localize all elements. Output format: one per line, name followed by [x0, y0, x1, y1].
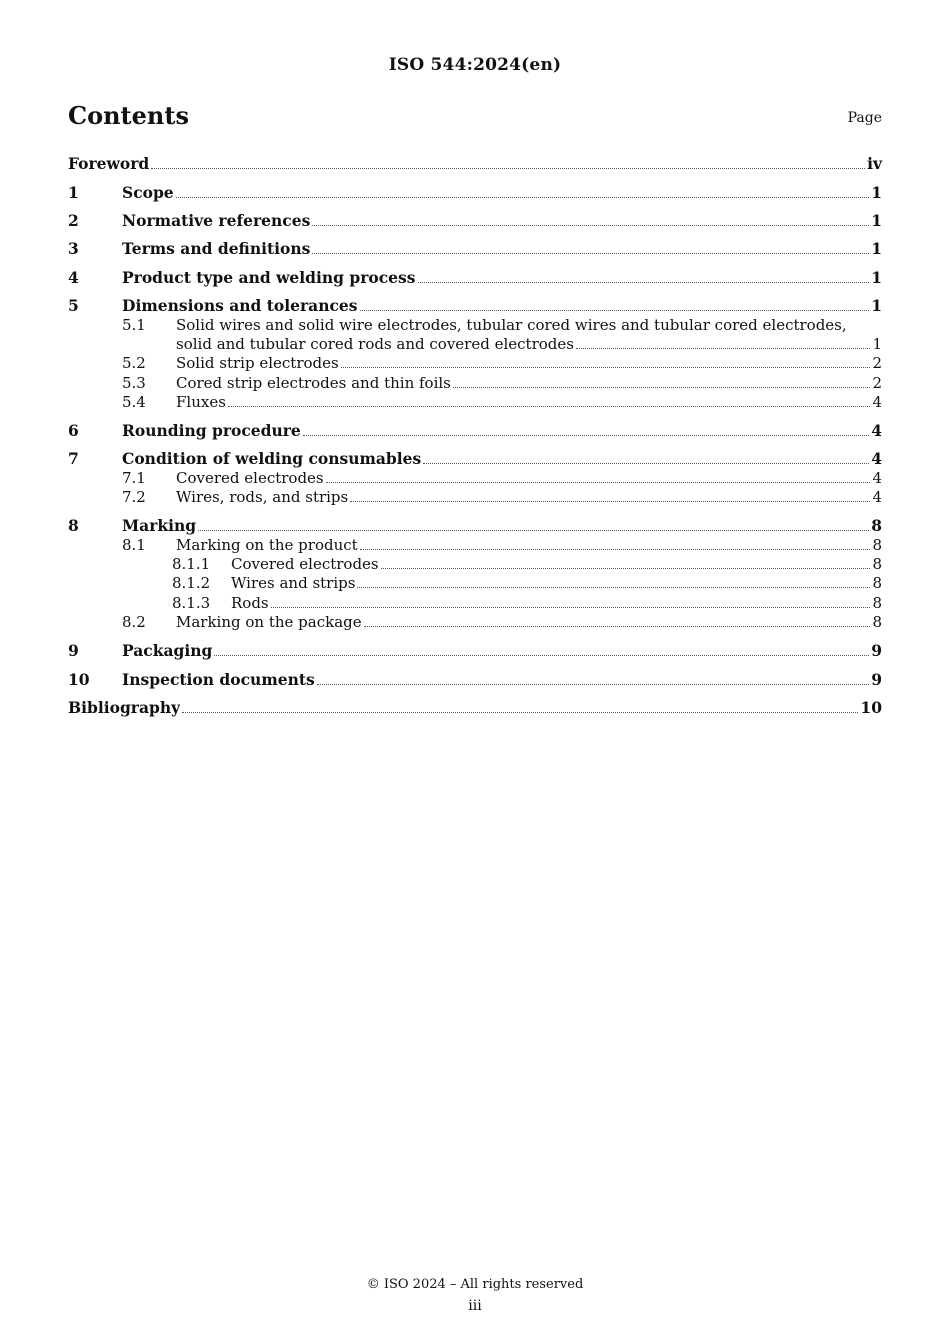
toc-number: 4 [68, 268, 79, 287]
toc-number: 9 [68, 641, 79, 660]
leader-dots [182, 712, 858, 713]
toc-number: 5 [68, 296, 79, 315]
toc-page: 1 [871, 183, 882, 202]
toc-title: Covered electrodes [176, 469, 324, 487]
toc-entry-2[interactable] [68, 211, 882, 230]
page-column-label: Page [847, 110, 882, 126]
toc-title: Fluxes [176, 393, 226, 411]
toc-entry-8-1-2[interactable] [68, 574, 882, 592]
toc-page: 9 [871, 641, 882, 660]
toc-title: Wires and strips [231, 574, 356, 592]
leader-dots [341, 367, 871, 368]
toc-title-line1: Solid wires and solid wire electrodes, tubular cored wires and tubular cored electrodes, [176, 316, 847, 334]
toc-title: Inspection documents [122, 670, 315, 689]
contents-title: Contents [68, 101, 189, 130]
toc-title: Packaging [122, 641, 213, 660]
leader-dots [360, 310, 870, 311]
toc-title: Foreword [68, 154, 150, 173]
toc-entry-3[interactable] [68, 239, 882, 258]
toc-title: Terms and definitions [122, 239, 311, 258]
toc-entry-7[interactable] [68, 449, 882, 468]
toc-page: 8 [872, 574, 882, 592]
toc-page: 2 [872, 354, 882, 372]
toc-page: iv [867, 154, 882, 173]
leader-dots [360, 549, 871, 550]
leader-dots [357, 587, 870, 588]
toc-title: Covered electrodes [231, 555, 379, 573]
toc-number: 10 [68, 670, 90, 689]
toc-entry-5-3[interactable] [68, 374, 882, 392]
toc-entry-5-1-line1[interactable] [68, 316, 882, 334]
leader-dots [350, 501, 870, 502]
toc-page: 4 [872, 393, 882, 411]
leader-dots [151, 168, 865, 169]
toc-number: 5.2 [122, 354, 146, 372]
toc-number: 8 [68, 516, 79, 535]
toc-title: Marking on the package [176, 613, 362, 631]
toc-page: 1 [871, 211, 882, 230]
toc-entry-9[interactable] [68, 641, 882, 660]
toc-entry-8-2[interactable] [68, 613, 882, 631]
toc-entry-8-1[interactable] [68, 536, 882, 554]
toc-number: 5.4 [122, 393, 146, 411]
toc-page: 8 [871, 516, 882, 535]
toc-page: 8 [872, 555, 882, 573]
toc-number: 3 [68, 239, 79, 258]
toc-number: 7.2 [122, 488, 146, 506]
toc-number: 8.2 [122, 613, 146, 631]
toc-number: 5.3 [122, 374, 146, 392]
leader-dots [228, 406, 871, 407]
leader-dots [317, 684, 869, 685]
toc-page: 10 [860, 698, 882, 717]
toc-page: 8 [872, 594, 882, 612]
toc-title: Marking [122, 516, 197, 535]
toc-number: 7.1 [122, 469, 146, 487]
toc-number: 2 [68, 211, 79, 230]
toc-page: 8 [872, 613, 882, 631]
leader-dots [381, 568, 871, 569]
toc-entry-foreword[interactable] [68, 154, 882, 173]
toc-page: 2 [872, 374, 882, 392]
toc-number: 1 [68, 183, 79, 202]
leader-dots [198, 530, 869, 531]
toc-entry-10[interactable] [68, 670, 882, 689]
toc-entry-5-4[interactable] [68, 393, 882, 411]
leader-dots [303, 435, 869, 436]
leader-dots [326, 482, 871, 483]
toc-entry-1[interactable] [68, 183, 882, 202]
toc-entry-5-2[interactable] [68, 354, 882, 372]
toc-page: 4 [872, 488, 882, 506]
toc-title: Cored strip electrodes and thin foils [176, 374, 451, 392]
toc-page: 1 [871, 239, 882, 258]
toc-page: 8 [872, 536, 882, 554]
toc-title-line2: solid and tubular cored rods and covered electrodes [176, 335, 574, 353]
toc-entry-7-1[interactable] [68, 469, 882, 487]
toc-entry-4[interactable] [68, 268, 882, 287]
leader-dots [576, 348, 871, 349]
toc-page: 4 [872, 469, 882, 487]
leader-dots [423, 463, 869, 464]
toc-entry-bibliography[interactable] [68, 698, 882, 717]
toc-entry-5[interactable] [68, 296, 882, 315]
toc-title: Rounding procedure [122, 421, 301, 440]
toc-title: Rods [231, 594, 269, 612]
toc-entry-8-1-3[interactable] [68, 594, 882, 612]
toc-number: 7 [68, 449, 79, 468]
toc-number: 8.1.3 [172, 594, 211, 612]
leader-dots [312, 253, 869, 254]
leader-dots [176, 197, 870, 198]
toc-entry-7-2[interactable] [68, 488, 882, 506]
toc-number: 8.1 [122, 536, 146, 554]
toc-title: Normative references [122, 211, 311, 230]
toc-page: 4 [871, 421, 882, 440]
toc-number: 6 [68, 421, 79, 440]
toc-title: Marking on the product [176, 536, 358, 554]
toc-page: 9 [871, 670, 882, 689]
toc-number: 5.1 [122, 316, 146, 334]
leader-dots [453, 387, 871, 388]
toc-title: Product type and welding process [122, 268, 416, 287]
toc-entry-8[interactable] [68, 516, 882, 535]
leader-dots [364, 626, 871, 627]
document-id: ISO 544:2024(en) [388, 55, 562, 75]
toc-page: 4 [871, 449, 882, 468]
leader-dots [214, 655, 869, 656]
leader-dots [271, 607, 871, 608]
toc-entry-6[interactable] [68, 421, 882, 440]
toc-title: Wires, rods, and strips [176, 488, 349, 506]
toc-page: 1 [871, 268, 882, 287]
toc-entry-8-1-1[interactable] [68, 555, 882, 573]
toc-page: 1 [871, 296, 882, 315]
toc-page: 1 [872, 335, 882, 353]
toc-title: Scope [122, 183, 174, 202]
copyright-notice: © ISO 2024 – All rights reserved [366, 1277, 584, 1292]
page-number: iii [468, 1298, 482, 1314]
toc-number: 8.1.1 [172, 555, 211, 573]
toc-title: Solid strip electrodes [176, 354, 339, 372]
toc-title: Bibliography [68, 698, 181, 717]
toc-number: 8.1.2 [172, 574, 211, 592]
toc-title: Dimensions and tolerances [122, 296, 358, 315]
toc-title: Condition of welding consumables [122, 449, 422, 468]
toc-entry-5-1-line2[interactable] [68, 335, 882, 353]
leader-dots [418, 282, 870, 283]
leader-dots [312, 225, 869, 226]
